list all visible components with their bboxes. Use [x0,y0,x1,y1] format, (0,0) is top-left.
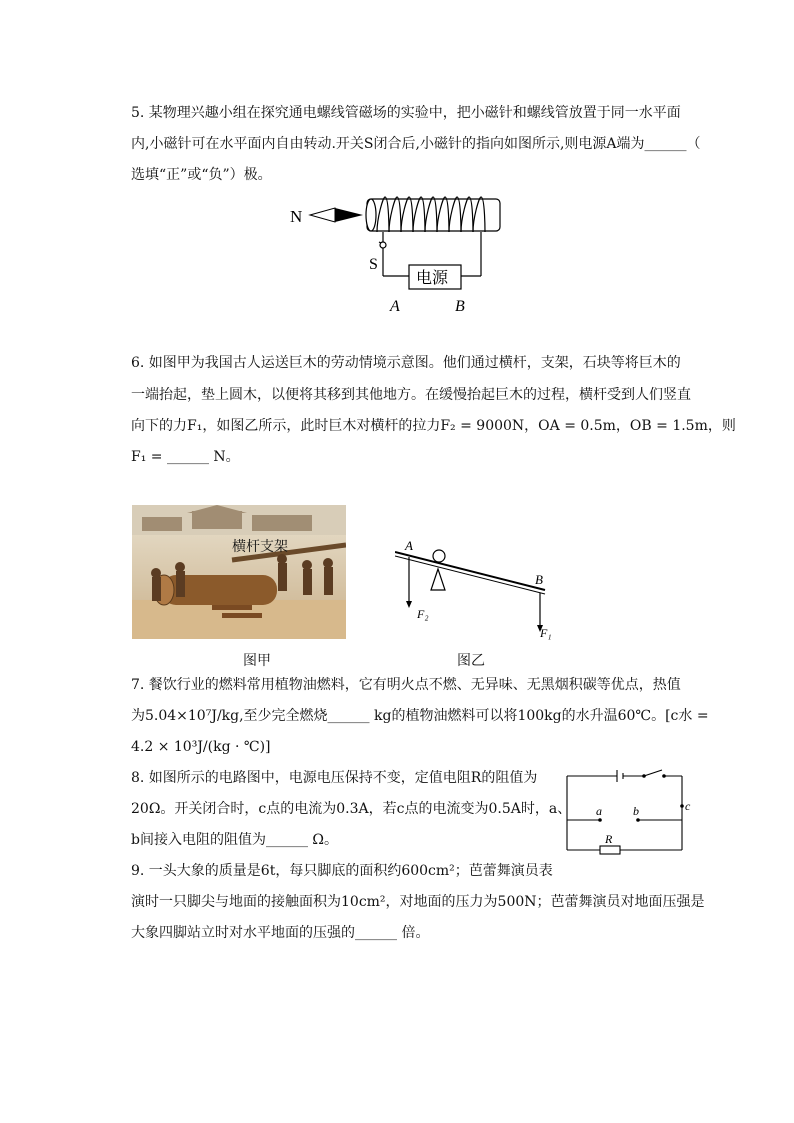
switch-contact [380,242,386,248]
q9-line-1: 9. 一头大象的质量是6t，每只脚底的面积约600cm²；芭蕾舞演员表 [131,863,553,879]
fulcrum-support [431,569,445,590]
force-f2-label: F₂ [417,607,429,621]
label-a: a [596,804,602,818]
q7-line-2: 为5.04×10⁷J/kg,至少完全燃烧______ kg的植物油燃料可以将100kg的水升温60℃。[c水 = [131,708,709,724]
terminal-a-label: A [390,298,400,315]
q6-line-1: 6. 如图甲为我国古人运送巨木的劳动情境示意图。他们通过横杆，支架，石块等将巨木的 [131,355,681,371]
force-f1-label: F₁ [540,626,552,640]
log [154,575,277,605]
q5-line-1: 5. 某物理兴趣小组在探究通电螺线管磁场的实验中，把小磁针和螺线管放置于同一水平面 [131,105,681,121]
terminal-b-label: B [455,298,465,315]
q8-line-3: b间接入电阻的阻值为______ Ω。 [131,832,339,848]
q9-line-2: 演时一只脚尖与地面的接触面积为10cm²，对地面的压力为500N；芭蕾舞演员对地面压强是 [131,894,705,910]
label-r: R [605,832,613,846]
compass-needle [310,208,363,222]
q6-line-4: F₁ = ______ N。 [131,449,240,465]
solenoid [366,197,500,232]
caption-figure-jia: 图甲 [243,653,271,669]
q8-line-1: 8. 如图所示的电路图中，电源电压保持不变，定值电阻R的阻值为 [131,770,538,786]
label-b: b [633,804,639,818]
circuit-figure [562,768,692,858]
point-b-label: B [535,572,543,587]
lever-bar [395,552,545,590]
pivot-circle [433,550,445,562]
crossbar-bracket-label: 横杆支架 [232,539,288,555]
switch-s-label: S [369,256,378,273]
power-source-label: 电源 [416,268,449,287]
q7-line-3: 4.2 × 10³J/(kg · ℃)] [131,739,271,755]
q5-line-2: 内,小磁针可在水平面内自由转动.开关S闭合后,小磁针的指向如图所示,则电源A端为______（ [131,136,701,152]
q6-line-2: 一端抬起，垫上圆木，以便将其移到其他地方。在缓慢抬起巨木的过程，横杆受到人们竖直 [131,387,691,403]
label-c: c [685,799,691,813]
point-a [598,818,602,822]
point-a-label: A [405,538,413,553]
q9-line-3: 大象四脚站立时对水平地面的压强的______ 倍。 [131,925,430,941]
q7-line-1: 7. 餐饮行业的燃料常用植物油燃料，它有明火点不燃、无异味、无黑烟积碳等优点，热值 [131,677,681,693]
figure-yi-lever [395,535,565,640]
q6-line-3: 向下的力F₁，如图乙所示，此时巨木对横杆的拉力F₂ = 9000N，OA = 0.5m，OB = 1.5m，则 [131,418,736,434]
needle-n-label: N [290,207,303,226]
caption-figure-yi: 图乙 [457,653,485,669]
figure-jia-photo [132,505,346,639]
solenoid-figure [285,192,515,317]
point-b [636,818,640,822]
point-c [680,804,684,808]
q5-line-3: 选填“正”或“负”）极。 [131,167,272,183]
q8-line-2: 20Ω。开关闭合时，c点的电流为0.3A，若c点的电流变为0.5A时，a、 [131,801,572,817]
